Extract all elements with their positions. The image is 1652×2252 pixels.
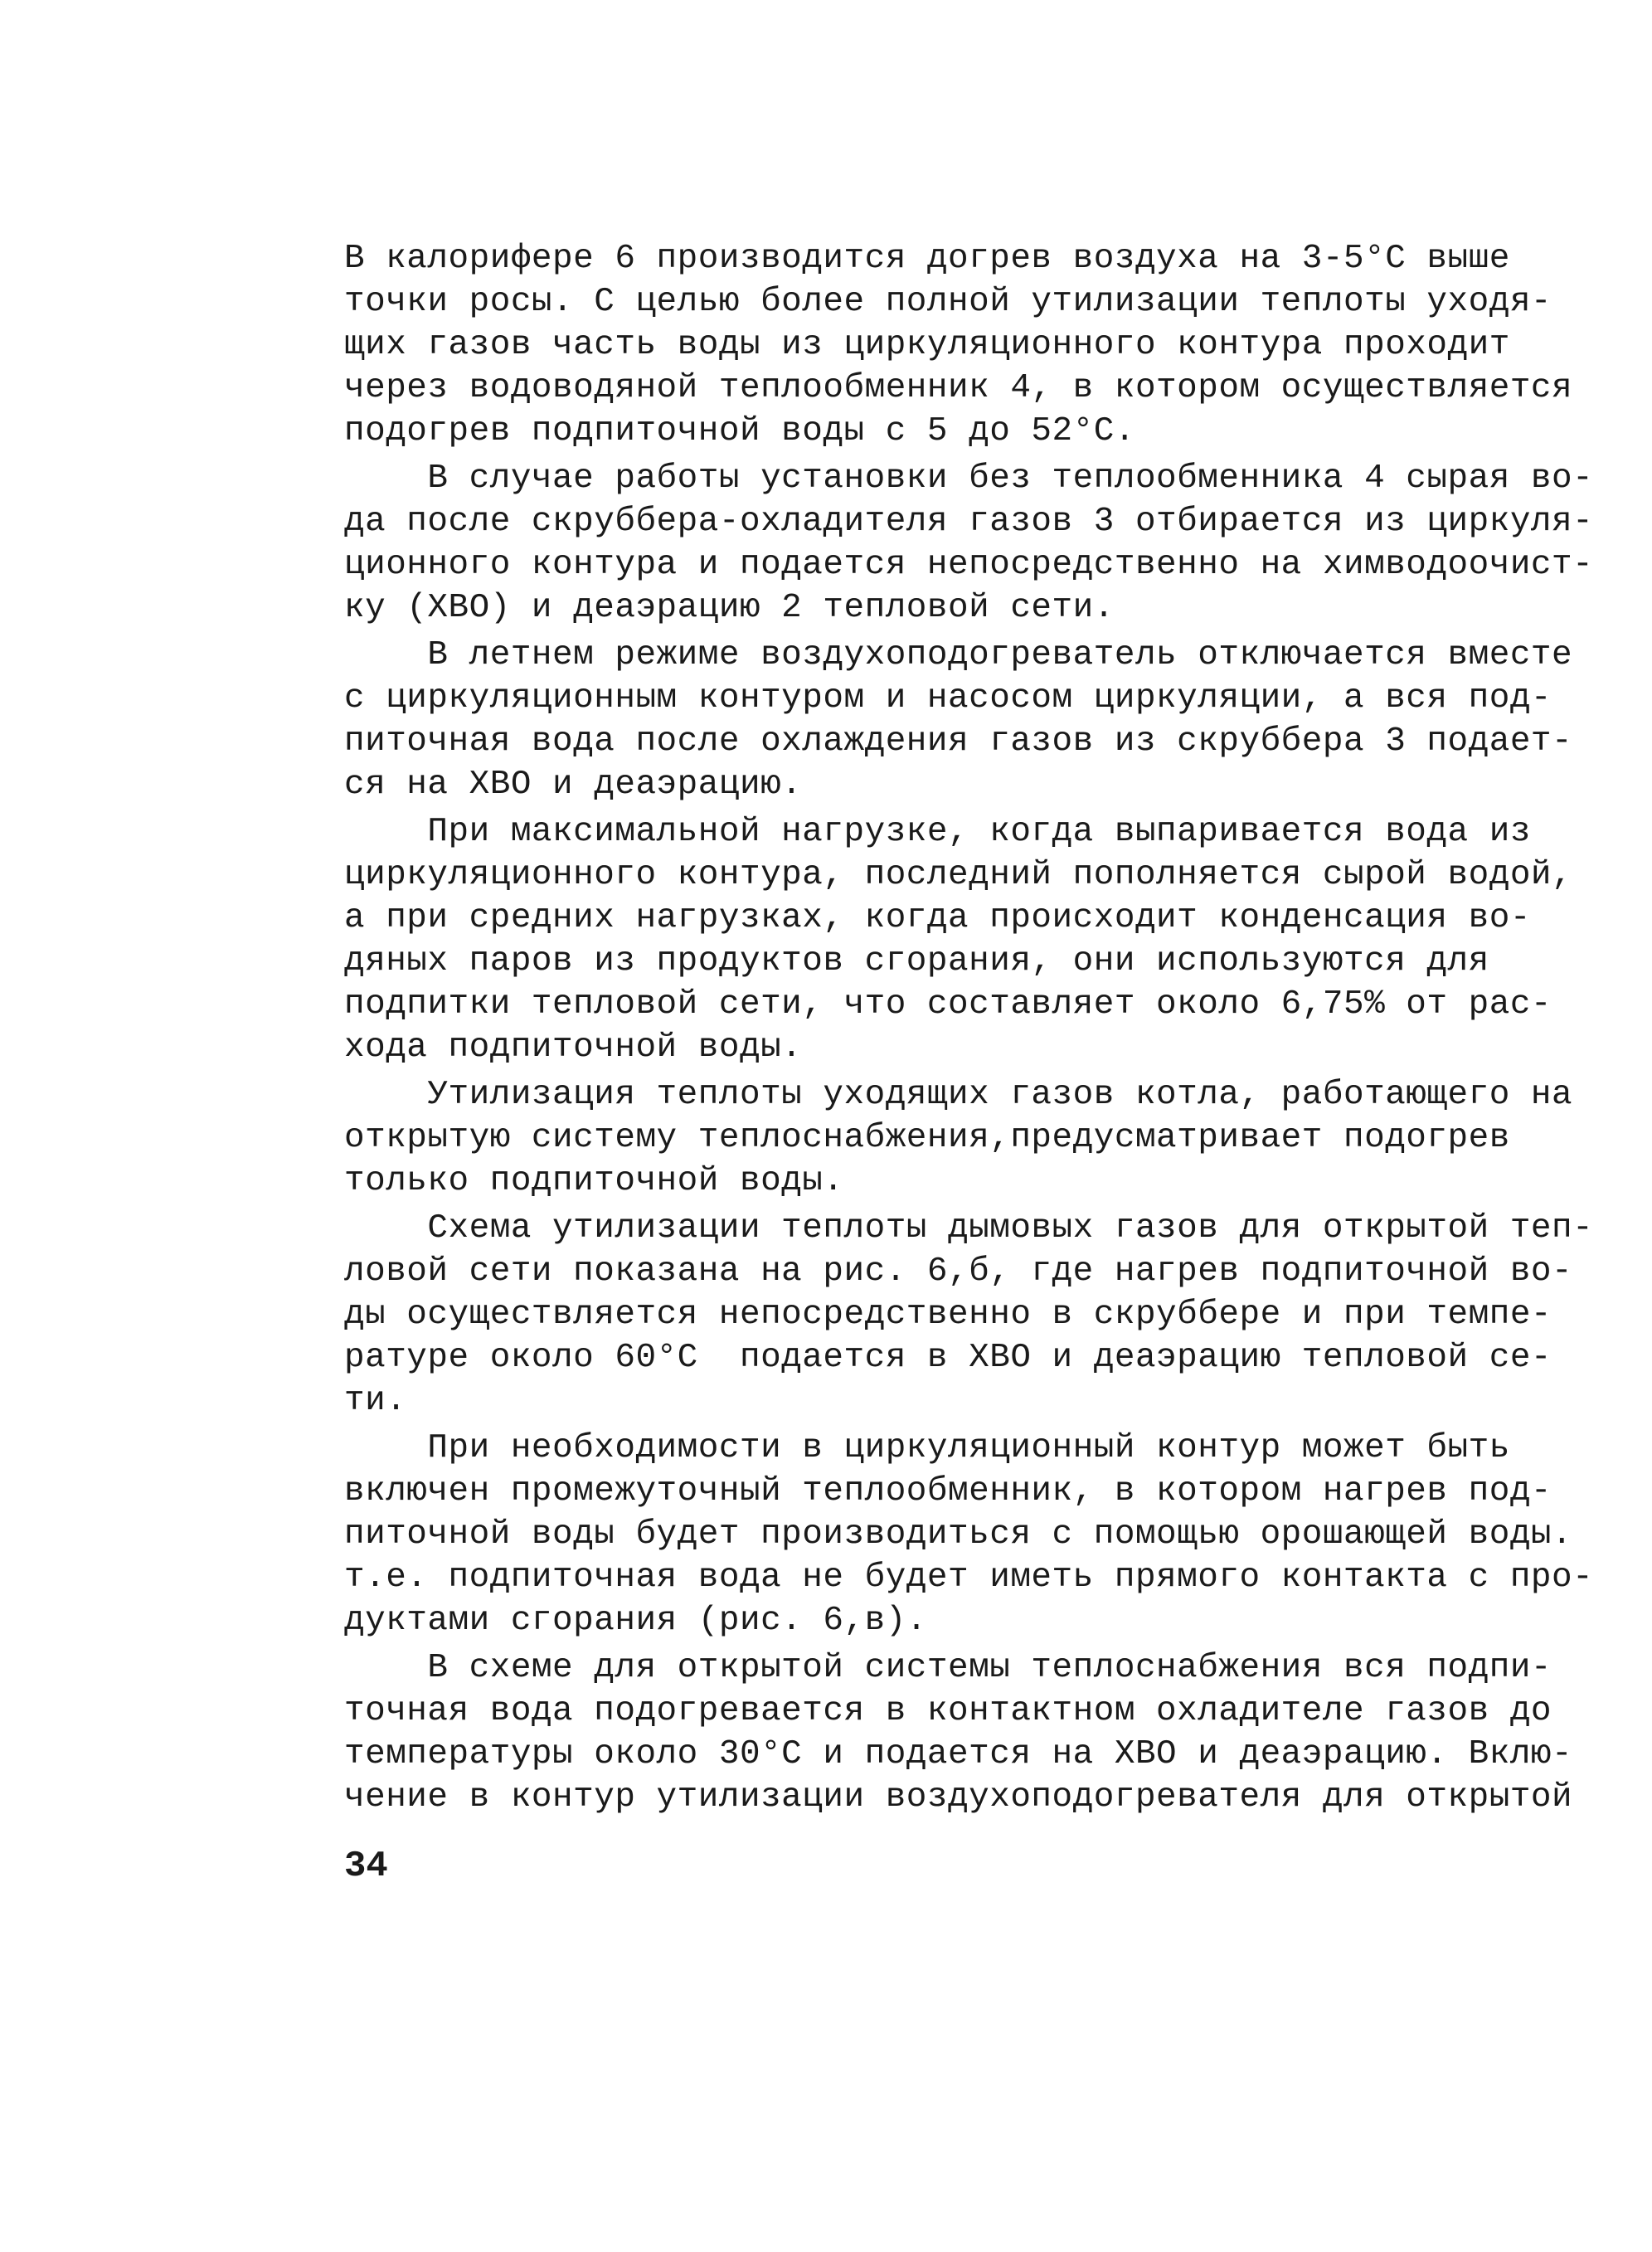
text-line: ды осуществляется непосредственно в скруббере и при темпе-: [344, 1296, 1552, 1334]
text-line: В случае работы установки без теплообменника 4 сырая во-: [344, 460, 1594, 498]
text-line: В летнем режиме воздухоподогреватель отключается вместе: [344, 636, 1573, 674]
page-number: 34: [344, 1846, 388, 1887]
text-line: температуры около 30°С и подается на ХВО и деаэрацию. Вклю-: [344, 1735, 1573, 1773]
paragraph-6: [344, 1207, 1594, 1423]
text-line: При необходимости в циркуляционный контур может быть: [344, 1429, 1510, 1467]
text-line: При максимальной нагрузке, когда выпаривается вода из: [344, 813, 1531, 851]
text-line: т.е. подпиточная вода не будет иметь прямого контакта с про-: [344, 1559, 1594, 1597]
paragraph-4: [344, 810, 1573, 1069]
text-line: чение в контур утилизации воздухоподогревателя для открытой: [344, 1778, 1573, 1817]
text-line: с циркуляционным контуром и насосом циркуляции, а вся под-: [344, 679, 1552, 717]
paragraph-5: [344, 1073, 1573, 1203]
text-line: да после скруббера-охладителя газов 3 отбирается из циркуля-: [344, 503, 1594, 541]
text-line: ти.: [344, 1382, 407, 1420]
paragraph-8: [344, 1646, 1573, 1819]
paragraph-7: [344, 1427, 1594, 1642]
text-line: В схеме для открытой системы теплоснабжения вся подпи-: [344, 1649, 1552, 1687]
text-line: хода подпиточной воды.: [344, 1029, 803, 1067]
text-line: а при средних нагрузках, когда происходит конденсация во-: [344, 899, 1531, 937]
text-line: Схема утилизации теплоты дымовых газов для открытой теп-: [344, 1209, 1594, 1248]
text-line: подпитки тепловой сети, что составляет около 6,75% от рас-: [344, 985, 1552, 1024]
paragraph-1: [344, 237, 1573, 453]
text-line: питочной воды будет производиться с помощью орошающей воды.: [344, 1515, 1573, 1554]
text-line: ционного контура и подается непосредственно на химводоочист-: [344, 546, 1594, 584]
text-line: только подпиточной воды.: [344, 1162, 844, 1200]
text-line: щих газов часть воды из циркуляционного контура проходит: [344, 326, 1510, 364]
paragraph-2: [344, 457, 1594, 630]
text-line: ловой сети показана на рис. 6,б, где нагрев подпиточной во-: [344, 1252, 1573, 1291]
text-line: циркуляционного контура, последний пополняется сырой водой,: [344, 856, 1573, 894]
text-line: питочная вода после охлаждения газов из скруббера 3 подает-: [344, 722, 1573, 761]
text-line: включен промежуточный теплообменник, в котором нагрев под-: [344, 1472, 1552, 1510]
text-line: дяных паров из продуктов сгорания, они используются для: [344, 942, 1489, 980]
text-line: ку (ХВО) и деаэрацию 2 тепловой сети.: [344, 589, 1115, 627]
paragraph-3: [344, 634, 1573, 806]
text-line: точки росы. С целью более полной утилизации теплоты уходя-: [344, 283, 1552, 321]
body-text: [344, 237, 1594, 1819]
text-line: ся на ХВО и деаэрацию.: [344, 766, 803, 804]
text-line: подогрев подпиточной воды с 5 до 52°С.: [344, 412, 1135, 450]
text-line: В калорифере 6 производится догрев воздуха на 3-5°С выше: [344, 240, 1510, 278]
text-line: точная вода подогревается в контактном охладителе газов до: [344, 1692, 1552, 1730]
text-line: через водоводяной теплообменник 4, в котором осуществляется: [344, 369, 1573, 407]
text-line: открытую систему теплоснабжения,предусматривает подогрев: [344, 1119, 1510, 1157]
text-line: ратуре около 60°С подается в ХВО и деаэрацию тепловой се-: [344, 1339, 1552, 1377]
text-line: Утилизация теплоты уходящих газов котла, работающего на: [344, 1076, 1573, 1114]
text-line: дуктами сгорания (рис. 6,в).: [344, 1602, 927, 1640]
